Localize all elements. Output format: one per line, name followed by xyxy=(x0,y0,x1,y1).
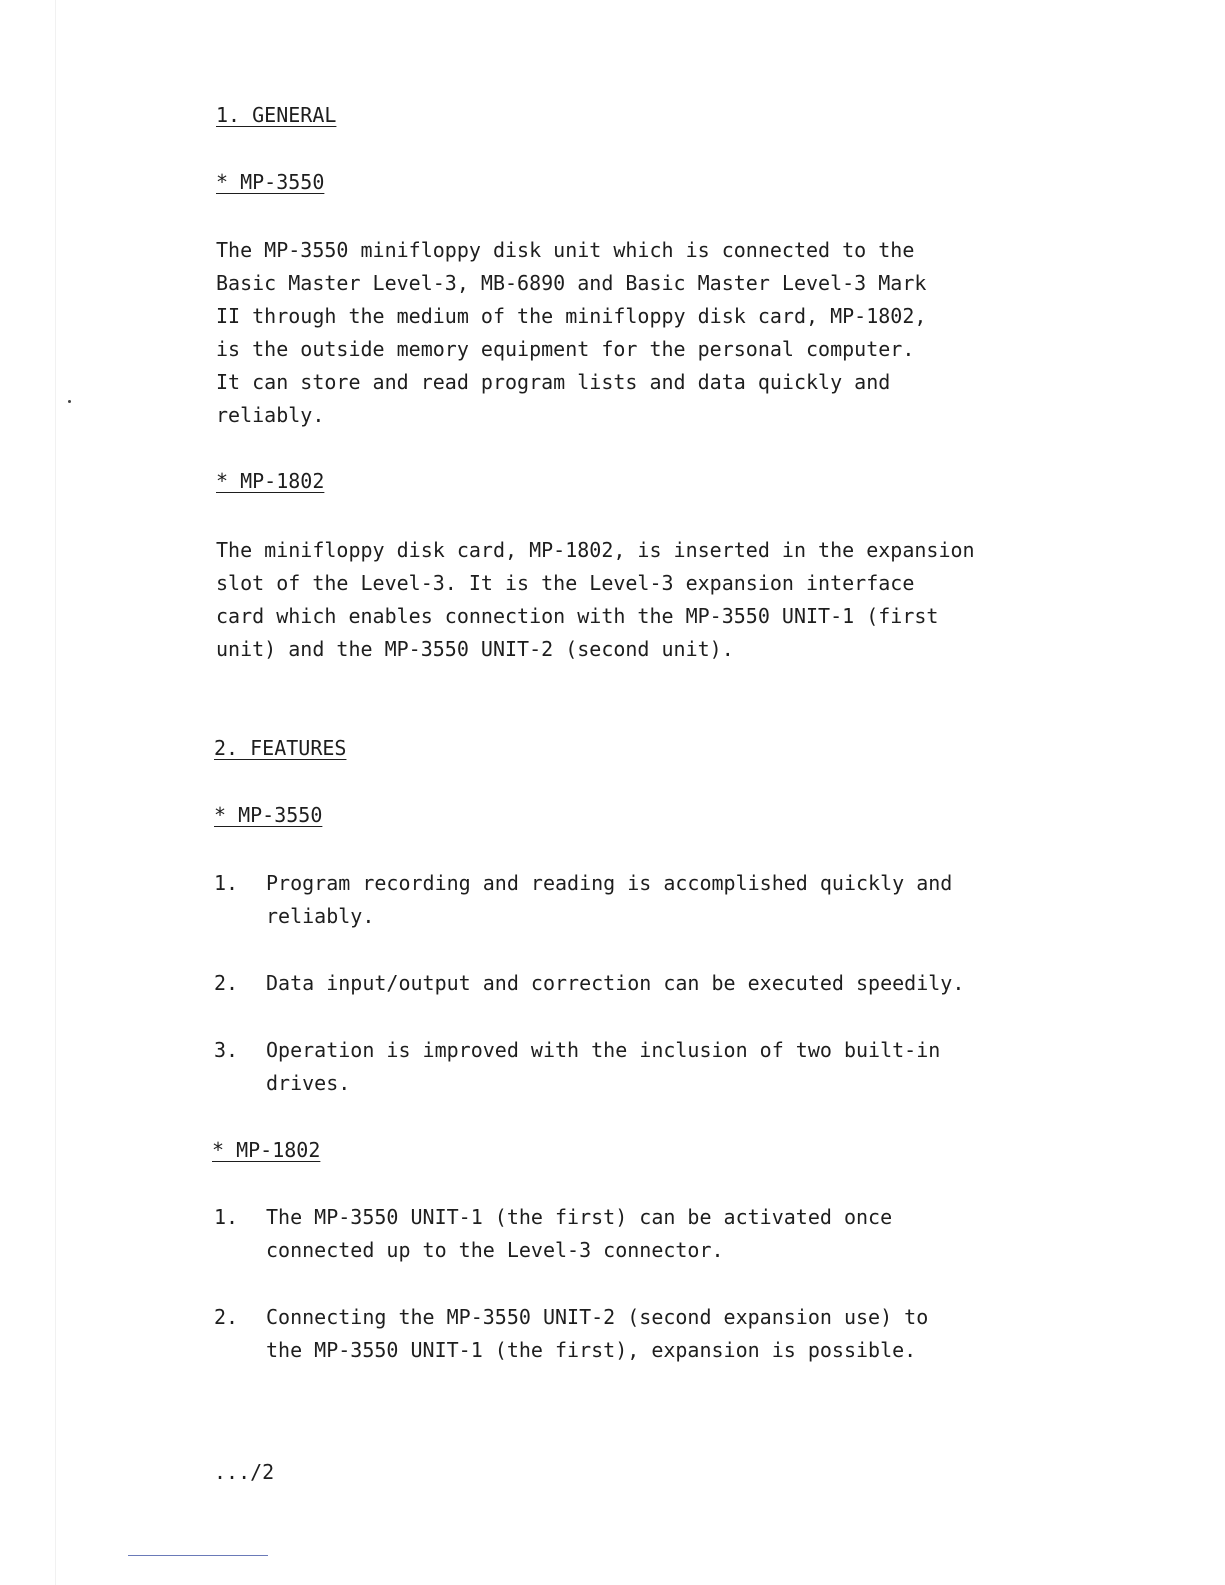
general-mp3550-line-4: is the outside memory equipment for the personal computer. xyxy=(216,337,915,361)
general-mp1802-line-4: unit) and the MP-3550 UNIT-2 (second unit). xyxy=(216,637,734,661)
features-mp1802-heading: * MP-1802 xyxy=(212,1138,321,1162)
general-mp1802-line-1: The minifloppy disk card, MP-1802, is inserted in the expansion xyxy=(216,538,975,562)
subsection-mp1802-heading: * MP-1802 xyxy=(216,469,325,493)
general-mp3550-line-6: reliably. xyxy=(216,403,325,427)
features-mp3550-item-3-number: 3. xyxy=(214,1038,239,1062)
features-mp3550-item-3-line-2: drives. xyxy=(266,1071,351,1095)
features-mp1802-item-1-number: 1. xyxy=(214,1205,239,1229)
subsection-mp3550-heading: * MP-3550 xyxy=(216,170,325,194)
features-mp1802-item-1-line-1: The MP-3550 UNIT-1 (the first) can be activated once xyxy=(266,1205,893,1229)
features-mp3550-item-2-line-1: Data input/output and correction can be executed speedily. xyxy=(266,971,965,995)
general-mp1802-line-3: card which enables connection with the MP-3550 UNIT-1 (first xyxy=(216,604,939,628)
section-general-heading: 1. GENERAL xyxy=(216,103,337,127)
features-mp1802-item-1-line-2: connected up to the Level-3 connector. xyxy=(266,1238,724,1262)
features-mp1802-item-2-number: 2. xyxy=(214,1305,239,1329)
general-mp3550-line-5: It can store and read program lists and data quickly and xyxy=(216,370,891,394)
section-features-heading: 2. FEATURES xyxy=(214,736,347,760)
general-mp1802-line-2: slot of the Level-3. It is the Level-3 expansion interface xyxy=(216,571,915,595)
features-mp3550-item-3-line-1: Operation is improved with the inclusion of two built-in xyxy=(266,1038,941,1062)
general-mp3550-line-2: Basic Master Level-3, MB-6890 and Basic Master Level-3 Mark xyxy=(216,271,927,295)
features-mp3550-item-2-number: 2. xyxy=(214,971,239,995)
bottom-divider xyxy=(128,1555,268,1556)
features-mp3550-item-1-number: 1. xyxy=(214,871,239,895)
features-mp1802-item-2-line-2: the MP-3550 UNIT-1 (the first), expansion is possible. xyxy=(266,1338,917,1362)
features-mp3550-item-1-line-2: reliably. xyxy=(266,904,375,928)
scan-speck xyxy=(68,400,71,403)
general-mp3550-line-3: II through the medium of the minifloppy disk card, MP-1802, xyxy=(216,304,927,328)
features-mp1802-item-2-line-1: Connecting the MP-3550 UNIT-2 (second expansion use) to xyxy=(266,1305,929,1329)
page-continuation: .../2 xyxy=(214,1460,275,1484)
features-mp3550-item-1-line-1: Program recording and reading is accomplished quickly and xyxy=(266,871,953,895)
features-mp3550-heading: * MP-3550 xyxy=(214,803,323,827)
general-mp3550-line-1: The MP-3550 minifloppy disk unit which is connected to the xyxy=(216,238,915,262)
document-page xyxy=(55,0,1225,1585)
